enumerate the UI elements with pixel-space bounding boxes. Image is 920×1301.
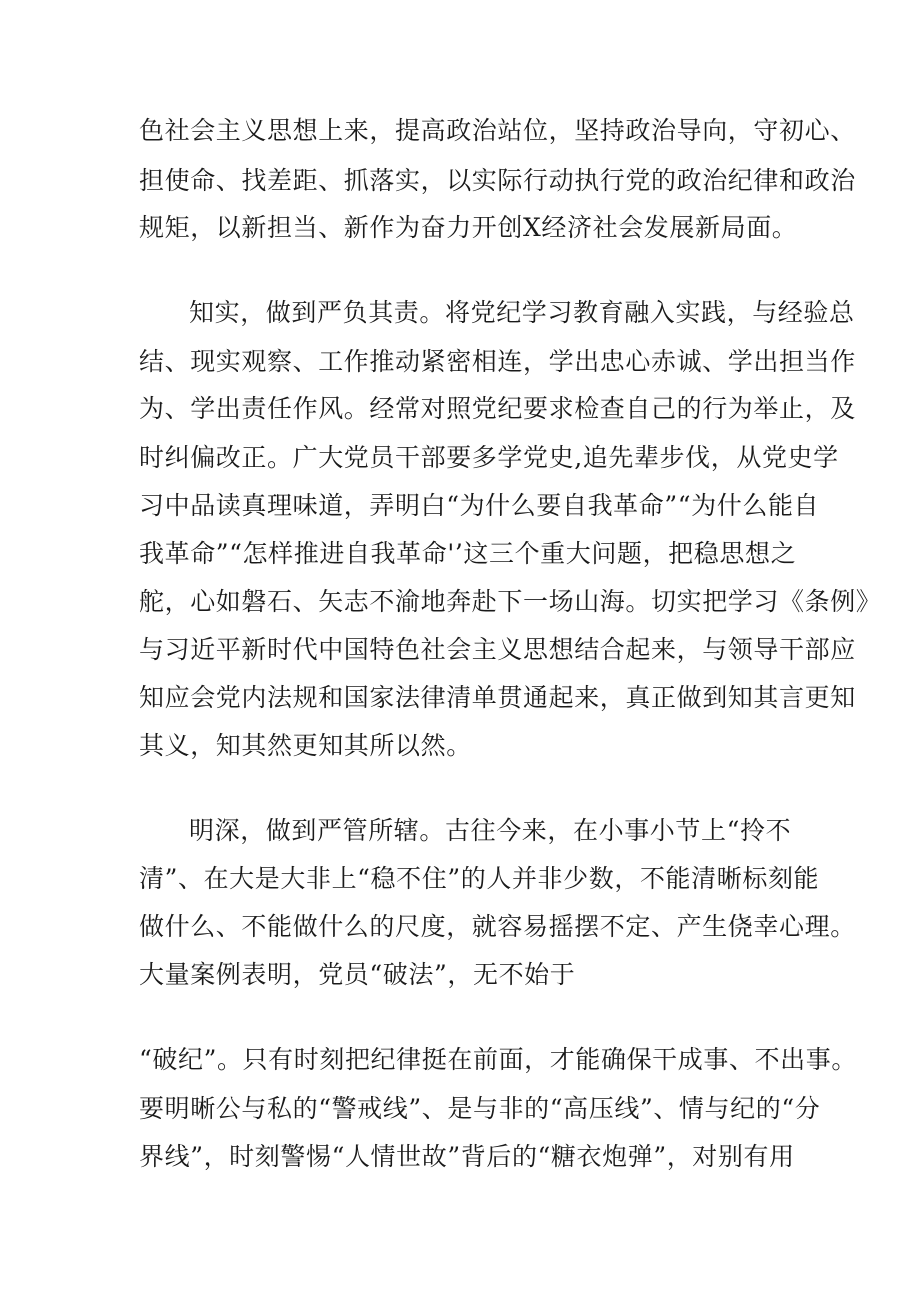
- text-line: 知应会党内法规和国家法律清单贯通起来，真正做到知其言更知: [139, 683, 856, 712]
- text-line: 我革命”“怎样推进自我革命'’这三个重大问题，把稳思想之: [139, 539, 797, 568]
- text-line: 为、学出责任作风。经常对照党纪要求检查自己的行为举止，及: [139, 394, 856, 423]
- text-line: 知实，做到严负其责。将党纪学习教育融入实践，与经验总: [189, 298, 855, 327]
- text-line: 担使命、找差距、抓落实，以实际行动执行党的政治纪律和政治: [139, 166, 856, 195]
- text-line: 色社会主义思想上来，提高政治站位，坚持政治导向，守初心、: [139, 116, 856, 145]
- text-line: 要明晰公与私的“警戒线”、是与非的“高压线”、情与纪的“分: [139, 1094, 821, 1123]
- text-line: 做什么、不能做什么的尺度，就容易摇摆不定、产生侥幸心理。: [139, 912, 856, 941]
- text-line: 习中品读真理味道，弄明白“为什么要自我革命”“为什么能自: [139, 491, 820, 520]
- text-line: 时纠偏改正。广大党员干部要多学党史,追先辈步伐，从党史学: [139, 443, 839, 472]
- text-line: 其义，知其然更知其所以然。: [139, 731, 472, 760]
- text-line: 明深，做到严管所辖。古往今来，在小事小节上“拎不: [189, 816, 792, 845]
- text-line: “破纪”。只有时刻把纪律挺在前面，才能确保干成事、不出事。: [139, 1045, 857, 1074]
- text-line: 舵，心如磐石、矢志不渝地奔赴下一场山海。切实把学习《条例》: [139, 587, 882, 616]
- text-line: 大量案例表明，党员“破法”，无不始于: [139, 960, 576, 989]
- text-line: 清”、在大是大非上“稳不住”的人并非少数，不能清晰标刻能: [139, 864, 820, 893]
- text-line: 与习近平新时代中国特色社会主义思想结合起来，与领导干部应: [139, 635, 856, 664]
- text-line: 结、现实观察、工作推动紧密相连，学出忠心赤诚、学出担当作: [139, 347, 856, 376]
- text-line: 规矩，以新担当、新作为奋力开创X经济社会发展新局面。: [139, 213, 798, 242]
- text-line: 界线”，时刻警惕“人情世故”背后的“糖衣炮弹”，对别有用: [139, 1142, 795, 1171]
